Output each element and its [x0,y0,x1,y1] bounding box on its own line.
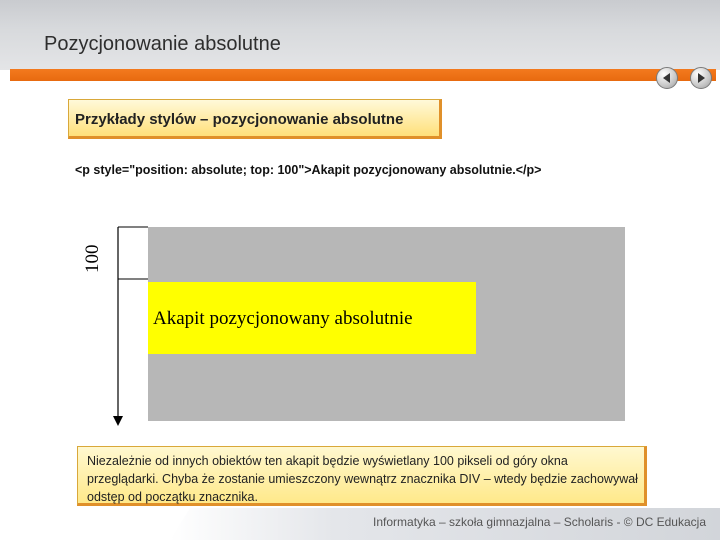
measure-label: 100 [82,244,103,273]
code-example: <p style="position: absolute; top: 100">Akapit pozycjonowany absolutnie.</p> [75,163,542,177]
section-title: Przykłady stylów – pozycjonowanie absolutne [75,111,404,128]
positioned-paragraph-text: Akapit pozycjonowany absolutnie [153,308,413,329]
note-box [77,446,647,506]
arrow-down-icon [113,416,123,426]
footer-text: Informatyka – szkoła gimnazjalna – Scholaris - © DC Edukacja [373,515,706,529]
note-text: Niezależnie od innych obiektów ten akapit będzie wyświetlany 100 pikseli od góry okna przeglądarki. Chyba że zostanie umieszczony wewnątrz znacznika DIV – wtedy będzie zachowywał odstęp od początku znacznika. [87,454,638,504]
page-title: Pozycjonowanie absolutne [44,33,281,55]
